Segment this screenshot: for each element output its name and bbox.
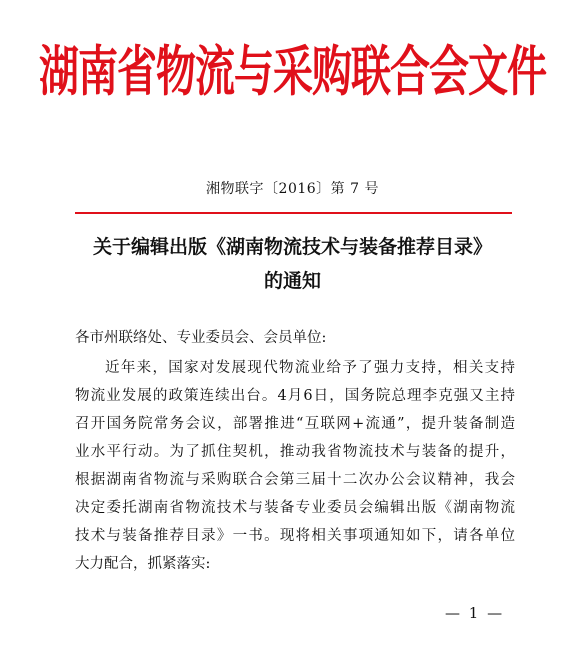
body-line: 物流业发展的政策连续出台。4月6日，国务院总理李克强又主持 <box>75 388 515 404</box>
body-line: 技术与装备推荐目录》一书。现将相关事项通知如下，请各单位 <box>75 528 515 544</box>
notice-title-line-2: 的通知 <box>263 270 321 292</box>
body-paragraph <box>75 354 515 578</box>
body-line: 根据湖南省物流与采购联合会第三届十二次办公会议精神，我会 <box>75 472 515 488</box>
body-line: 召开国务院常务会议，部署推进“互联网+流通”，提升装备制造 <box>75 416 515 432</box>
document-header-title: 湖南省物流与采购联合会文件 <box>39 40 546 104</box>
body-line: 决定委托湖南省物流技术与装备专业委员会编辑出版《湖南物流 <box>75 500 515 516</box>
notice-title <box>40 230 545 298</box>
addressee-line: 各市州联络处、专业委员会、会员单位: <box>75 330 327 346</box>
body-line: 近年来，国家对发展现代物流业给予了强力支持，相关支持 <box>105 360 515 376</box>
red-divider-rule <box>75 212 512 214</box>
document-number: 湘物联字〔2016〕第 7 号 <box>206 181 379 197</box>
notice-title-line-1: 关于编辑出版《湖南物流技术与装备推荐目录》 <box>92 236 492 258</box>
body-line: 大力配合，抓紧落实: <box>75 556 211 572</box>
body-line: 业水平行动。为了抓住契机，推动我省物流技术与装备的提升， <box>75 444 515 460</box>
page-number: — 1 — <box>445 604 505 622</box>
